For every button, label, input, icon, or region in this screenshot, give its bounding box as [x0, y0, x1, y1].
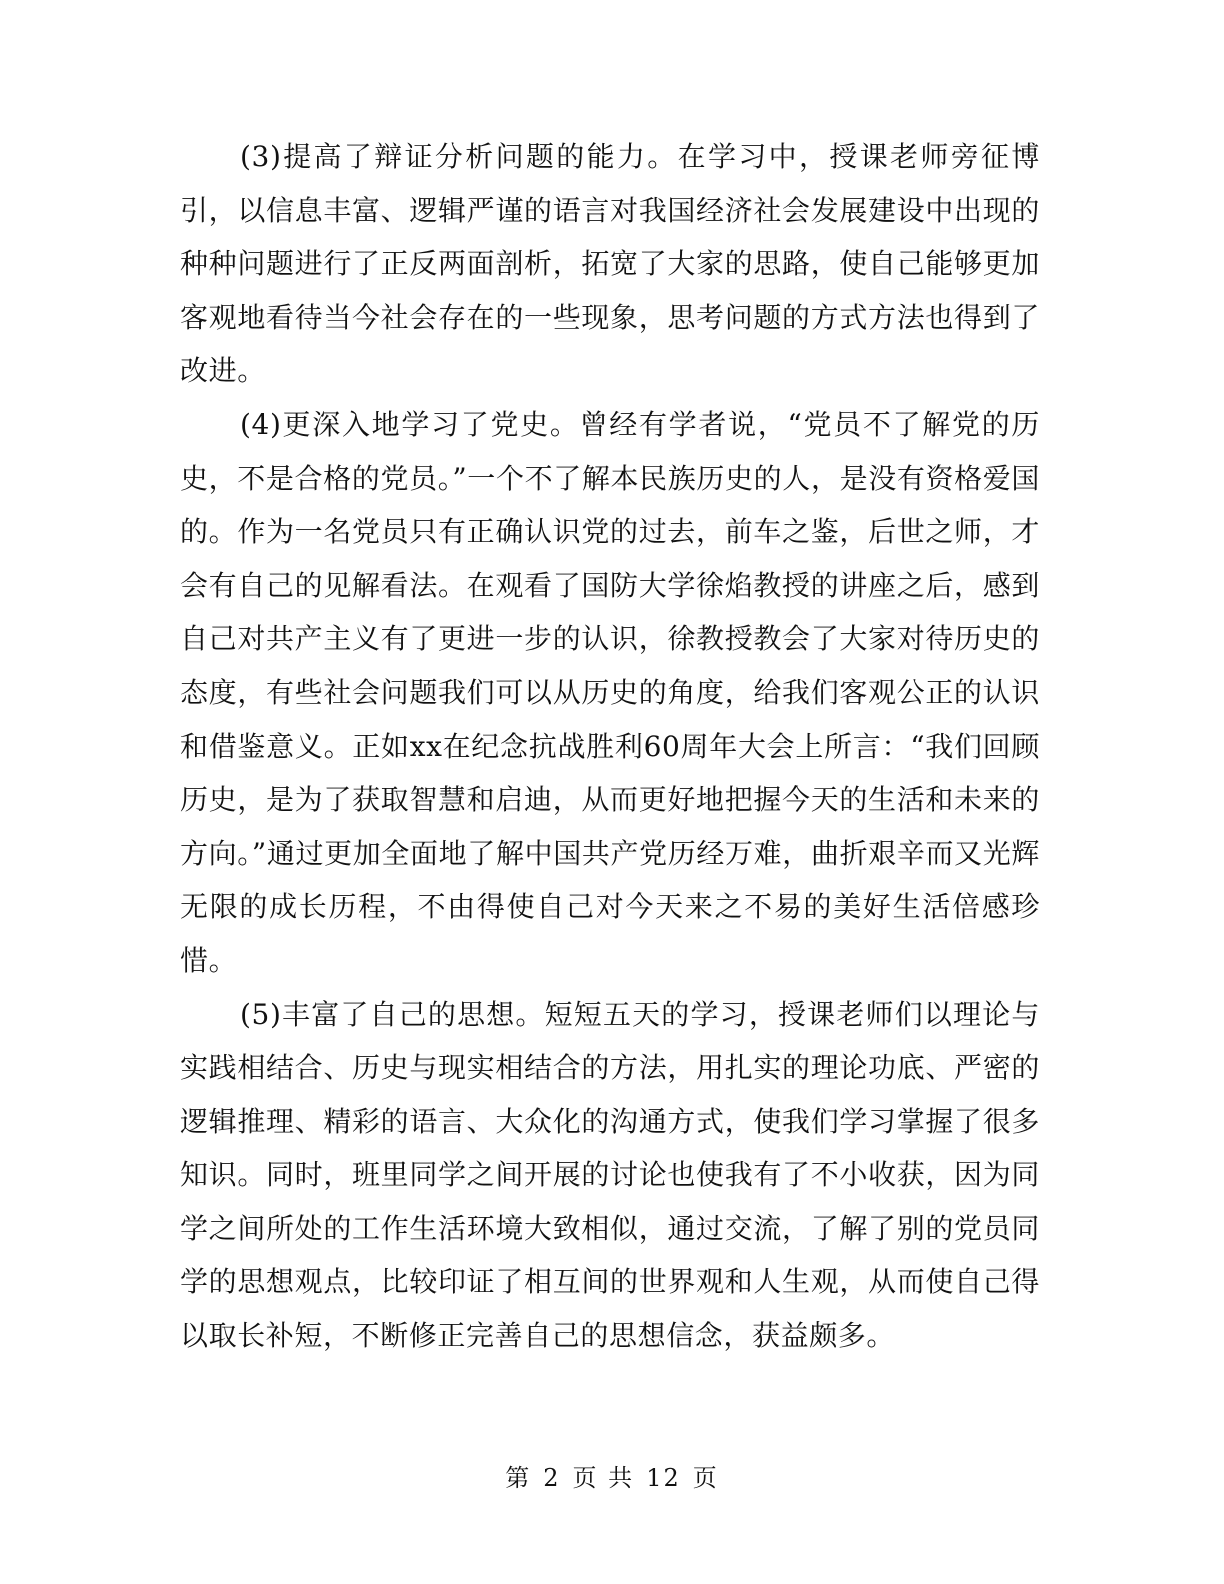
paragraph-3: (3)提高了辩证分析问题的能力。在学习中，授课老师旁征博引，以信息丰富、逻辑严谨的语言对我国经济社会发展建设中出现的种种问题进行了正反两面剖析，拓宽了大家的思路，使自己能够更加客观地看待当今社会存在的一些现象，思考问题的方式方法也得到了改进。 — [180, 140, 1040, 388]
footer-mid: 页 共 — [572, 1464, 635, 1492]
footer-prefix: 第 — [505, 1464, 532, 1492]
footer-total-pages: 12 — [646, 1464, 681, 1492]
document-body — [180, 130, 1040, 1363]
paragraph-4: (4)更深入地学习了党史。曾经有学者说，“党员不了解党的历史，不是合格的党员。”一个不了解本民族历史的人，是没有资格爱国的。作为一名党员只有正确认识党的过去，前车之鉴，后世之师，才会有自己的见解看法。在观看了国防大学徐焰教授的讲座之后，感到自己对共产主义有了更进一步的认识，徐教授教会了大家对待历史的态度，有些社会问题我们可以从历史的角度，给我们客观公正的认识和借鉴意义。正如xx在纪念抗战胜利60周年大会上所言：“我们回顾历史，是为了获取智慧和启迪，从而更好地把握今天的生活和未来的方向。”通过更加全面地了解中国共产党历经万难，曲折艰辛而又光辉无限的成长历程，不由得使自己对今天来之不易的美好生活倍感珍惜。 — [180, 407, 1040, 977]
footer-page-number: 2 — [543, 1464, 561, 1492]
paragraph-5: (5)丰富了自己的思想。短短五天的学习，授课老师们以理论与实践相结合、历史与现实相结合的方法，用扎实的理论功底、严密的逻辑推理、精彩的语言、大众化的沟通方式，使我们学习掌握了很多知识。同时，班里同学之间开展的讨论也使我有了不小收获，因为同学之间所处的工作生活环境大致相似，通过交流，了解了别的党员同学的思想观点，比较印证了相互间的世界观和人生观，从而使自己得以取长补短，不断修正完善自己的思想信念，获益颇多。 — [180, 997, 1040, 1353]
page-footer — [0, 1458, 1224, 1493]
footer-suffix: 页 — [692, 1464, 719, 1492]
